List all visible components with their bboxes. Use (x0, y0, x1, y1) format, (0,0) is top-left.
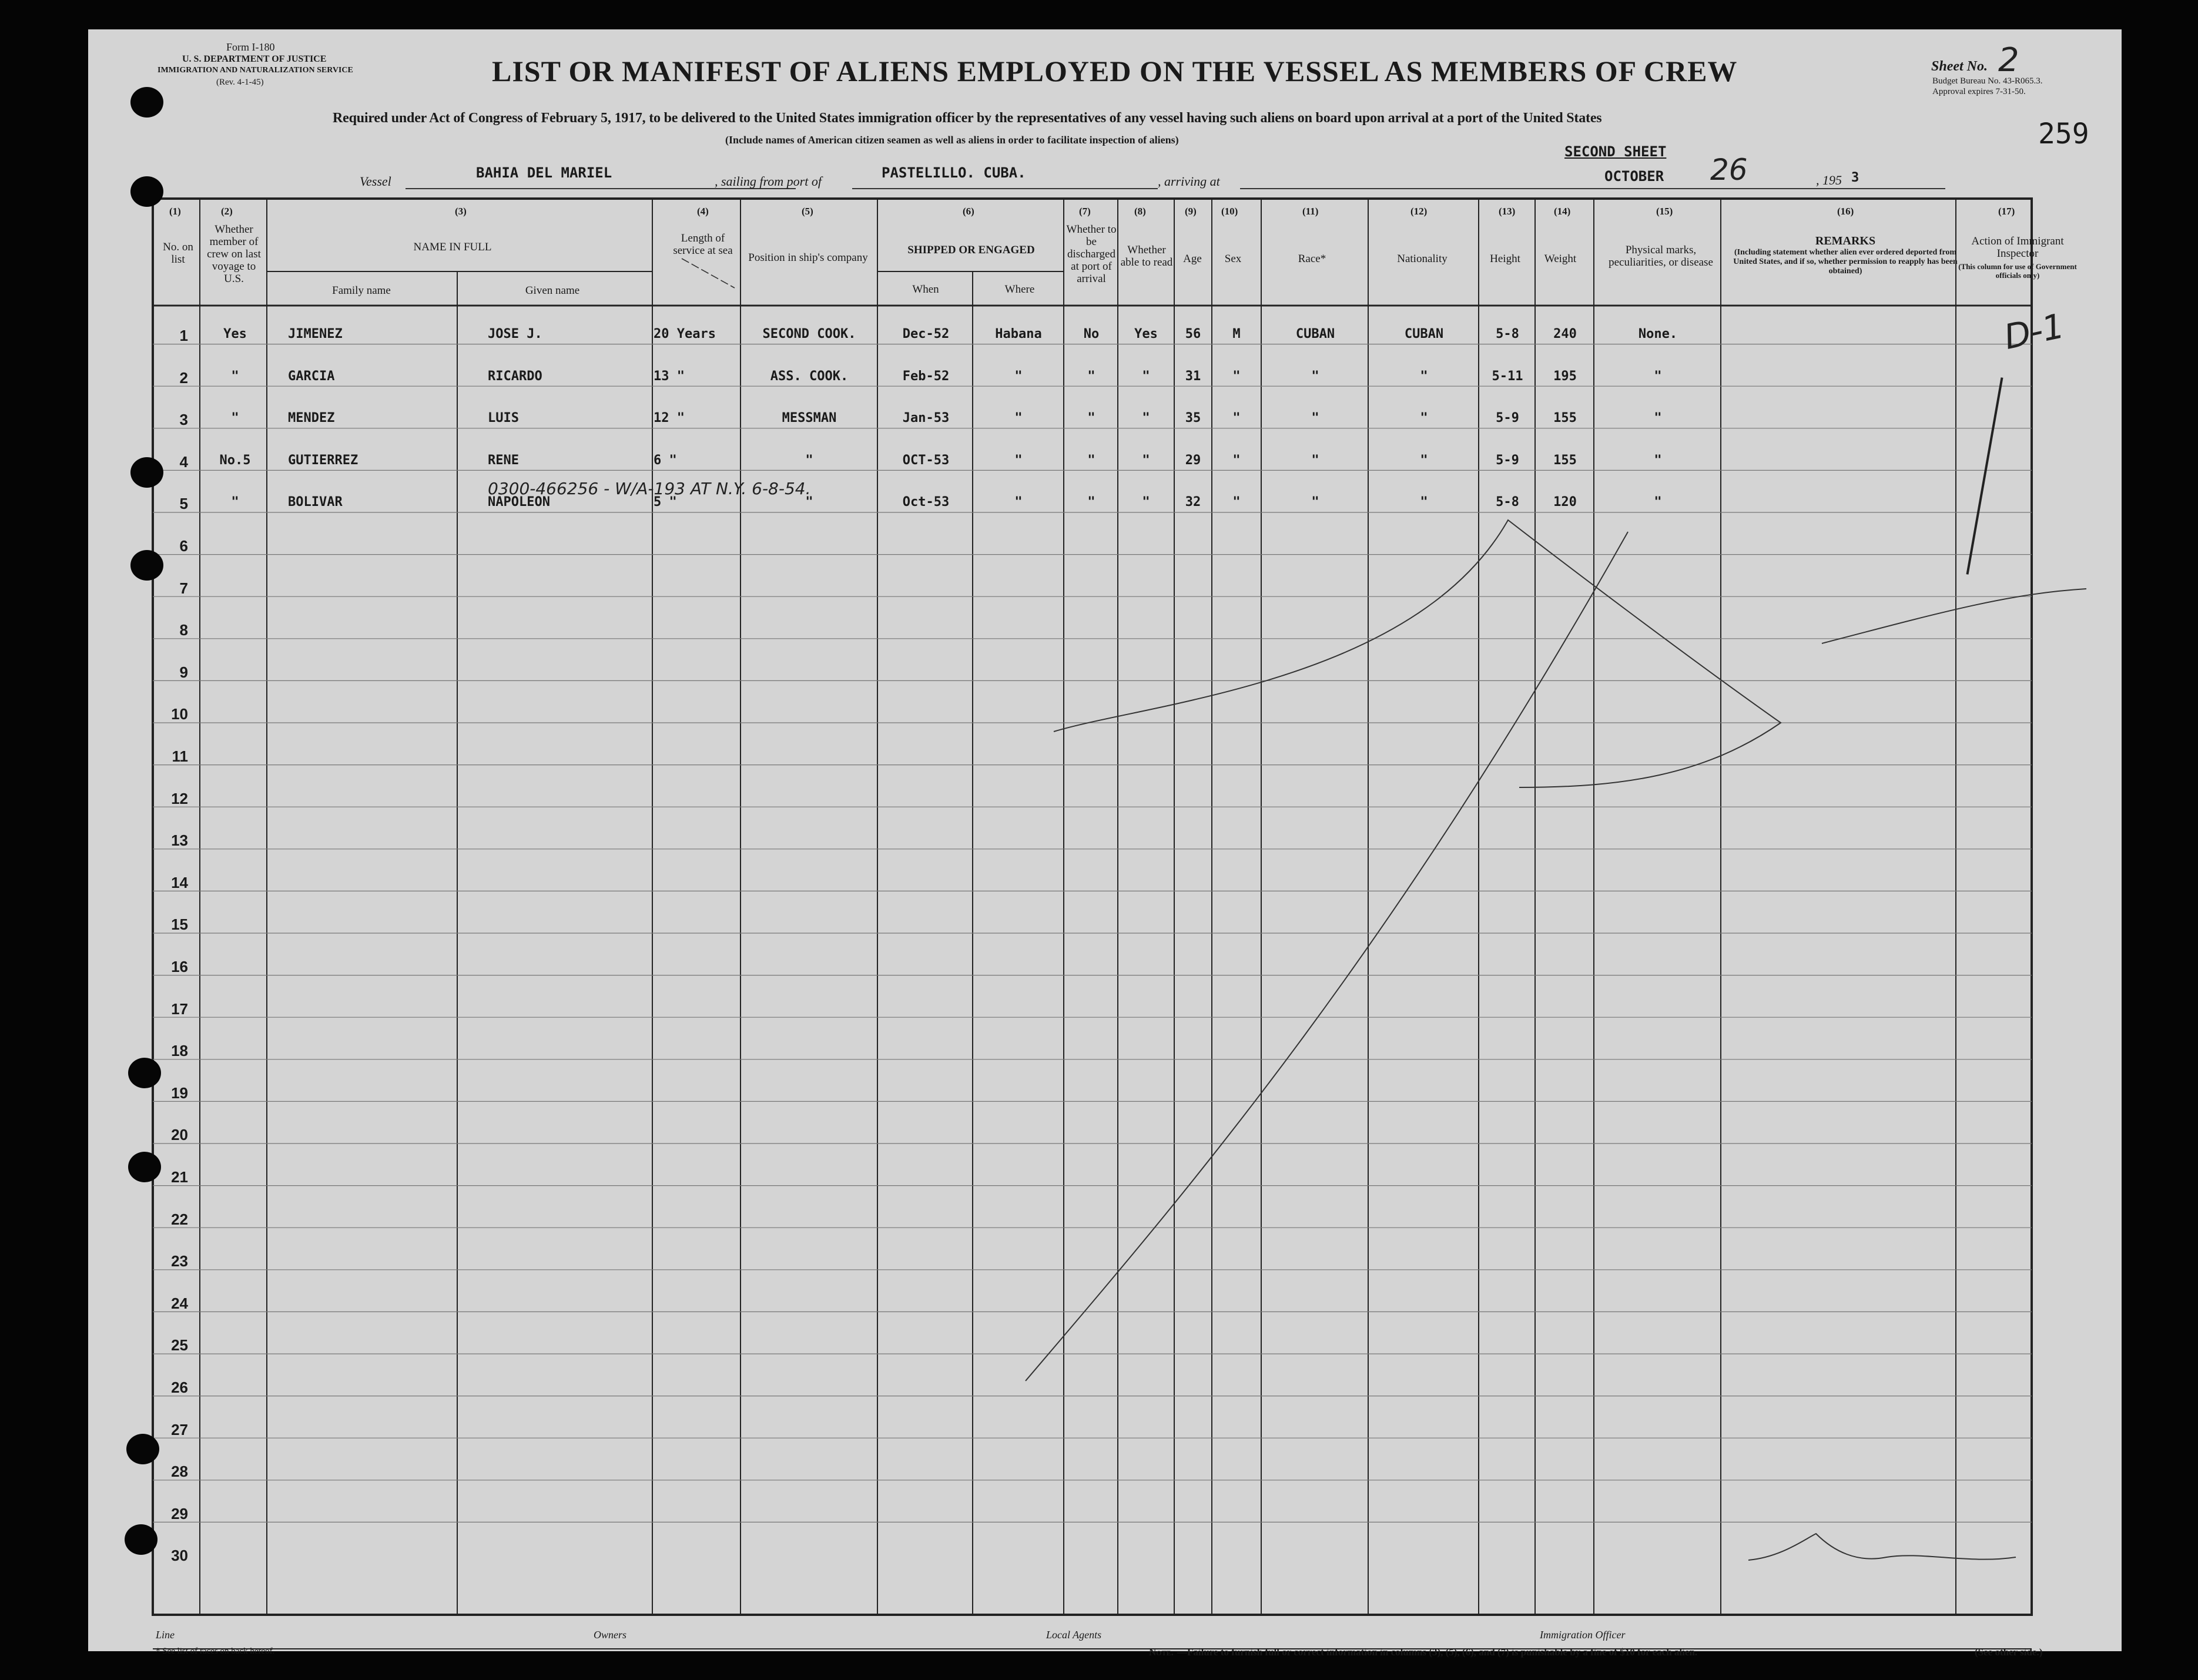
races-note: * See list of races on back hereof. (156, 1647, 275, 1656)
shipped-where: Habana (995, 327, 1042, 341)
physical-marks: " (1654, 495, 1662, 510)
col12-label: Nationality (1397, 253, 1448, 265)
height: 5-11 (1492, 368, 1523, 384)
approval-expiry: Approval expires 7-31-50. (1932, 87, 2026, 96)
row-number: 26 (171, 1379, 188, 1396)
vessel-name: BAHIA DEL MARIEL (476, 165, 612, 181)
row-number: 12 (171, 789, 188, 807)
col4-label: Length of service at sea (673, 232, 733, 257)
nationality: CUBAN (1404, 327, 1444, 341)
punch-hole (130, 457, 163, 488)
family-name: BOLIVAR (288, 495, 343, 510)
weight: 195 (1553, 368, 1577, 384)
second-sheet: SECOND SHEET (1564, 143, 1667, 160)
family-name: GUTIERREZ (288, 452, 358, 468)
col9-label: Age (1183, 253, 1202, 265)
col6-number: (6) (963, 206, 974, 217)
race: " (1311, 411, 1319, 426)
physical-marks: " (1654, 411, 1662, 426)
col10-label: Sex (1224, 253, 1242, 265)
col17-note: (This column for use of Government officials only) (1958, 262, 2077, 280)
row-number: 29 (171, 1504, 188, 1523)
length-of-service: 6 " (654, 452, 677, 468)
row-number: 4 (179, 452, 188, 471)
row-number: 7 (179, 579, 188, 597)
service-name: IMMIGRATION AND NATURALIZATION SERVICE (158, 66, 353, 75)
punch-hole (130, 87, 163, 118)
shipped-when: Jan-53 (902, 411, 950, 426)
shipped-where: " (1014, 368, 1023, 384)
race: " (1311, 495, 1319, 510)
budget-bureau: Budget Bureau No. 43-R065.3. (1932, 76, 2043, 86)
sex: M (1232, 327, 1241, 341)
sex: " (1232, 411, 1241, 426)
sailing-label: , sailing from port of (715, 174, 822, 189)
to-be-discharged: " (1087, 452, 1095, 468)
physical-marks: " (1654, 368, 1662, 384)
year-suffix: 3 (1851, 170, 1859, 185)
form-revision: (Rev. 4-1-45) (216, 78, 264, 87)
shipped-where: " (1014, 452, 1023, 468)
shipped-when: Oct-53 (902, 495, 950, 510)
member-on-last-voyage: " (231, 495, 239, 510)
age: 31 (1185, 368, 1201, 384)
note-label: Note. (1149, 1647, 1174, 1658)
member-on-last-voyage: " (231, 368, 239, 384)
weight: 155 (1553, 411, 1577, 426)
to-be-discharged: No (1083, 327, 1100, 341)
arrival-day: 26 (1710, 153, 1748, 187)
row-number: 21 (171, 1168, 188, 1186)
shipped-where: " (1014, 411, 1023, 426)
position-in-company: SECOND COOK. (762, 327, 856, 341)
col4-number: (4) (697, 206, 709, 217)
department-name: U. S. DEPARTMENT OF JUSTICE (182, 54, 327, 64)
row-number: 20 (171, 1126, 188, 1144)
family-name: JIMENEZ (288, 327, 343, 341)
age: 56 (1185, 327, 1201, 341)
member-on-last-voyage: Yes (223, 327, 247, 341)
race: " (1311, 368, 1319, 384)
gutierrez-note: 0300-466256 - W/A-193 AT N.Y. 6-8-54. (488, 479, 811, 498)
row-number: 5 (179, 495, 188, 513)
shipped-when: Dec-52 (902, 327, 950, 341)
row-number: 3 (179, 411, 188, 429)
col14-label: Weight (1544, 253, 1577, 265)
row-number: 14 (171, 873, 188, 891)
arrival-month: OCTOBER (1604, 168, 1664, 185)
given-name: LUIS (488, 411, 519, 426)
fine-note: —Failure to furnish full or correct information in columns (3), (5), (6), and (7) is punishable by a fine of $10 for each alien. (1177, 1647, 1698, 1658)
col8-label: Whether able to read (1120, 244, 1173, 269)
row-number: 24 (171, 1294, 188, 1312)
row-number: 2 (179, 368, 188, 387)
row-number: 13 (171, 831, 188, 850)
length-of-service: 5 " (654, 495, 677, 510)
col6-label: SHIPPED OR ENGAGED (907, 244, 1035, 256)
given-name: RICARDO (488, 368, 542, 384)
given-name: NAPOLEON (488, 495, 550, 510)
row-number: 23 (171, 1252, 188, 1270)
col10-number: (10) (1221, 206, 1238, 217)
to-be-discharged: " (1087, 368, 1095, 384)
row-number: 10 (171, 705, 188, 723)
weight: 155 (1553, 452, 1577, 468)
nationality: " (1420, 495, 1428, 510)
nationality: " (1420, 368, 1428, 384)
length-of-service: 12 " (654, 411, 685, 426)
col17-label: Action of Immigrant Inspector (1971, 235, 2064, 260)
col7-number: (7) (1079, 206, 1091, 217)
col3-number: (3) (455, 206, 467, 217)
col5-number: (5) (802, 206, 813, 217)
row-number: 22 (171, 1210, 188, 1228)
col15-label: Physical marks, peculiarities, or disease (1609, 244, 1713, 269)
height: 5-8 (1496, 327, 1519, 341)
given-name: JOSE J. (488, 327, 542, 341)
length-of-service: 20 Years (654, 327, 716, 341)
row-number: 11 (172, 747, 188, 765)
act-statement: Required under Act of Congress of February 5, 1917, to be delivered to the United States immigration officer by the representatives of any vessel having such aliens on board upon arrival at a port of the United States (333, 110, 1602, 126)
col14-number: (14) (1554, 206, 1571, 217)
col1-number: (1) (169, 206, 181, 217)
family-name: MENDEZ (288, 411, 335, 426)
position-in-company: ASS. COOK. (770, 368, 849, 384)
col11-label: Race* (1298, 253, 1326, 265)
physical-marks: " (1654, 452, 1662, 468)
height: 5-8 (1496, 495, 1519, 510)
col3-given: Given name (525, 284, 580, 297)
shipped-where: " (1014, 495, 1023, 510)
arriving-label: , arriving at (1158, 174, 1220, 189)
to-be-discharged: " (1087, 411, 1095, 426)
see-other-side: (See other side.) (1975, 1647, 2043, 1658)
punch-hole (130, 176, 163, 207)
row-number: 19 (171, 1084, 188, 1102)
col11-number: (11) (1302, 206, 1319, 217)
col6-when: When (912, 283, 939, 296)
length-of-service: 13 " (654, 368, 685, 384)
weight: 240 (1553, 327, 1577, 341)
sheet-label: Sheet No. (1931, 59, 1988, 74)
row-number: 18 (171, 1042, 188, 1060)
col15-number: (15) (1656, 206, 1673, 217)
page-number: 259 (2038, 118, 2089, 150)
member-on-last-voyage: No.5 (219, 452, 251, 468)
sex: " (1232, 368, 1241, 384)
include-note: (Include names of American citizen seamen as well as aliens in order to facilitate inspection of aliens) (725, 134, 1179, 146)
col1-label: No. on list (163, 241, 193, 266)
sheet-number: 2 (1998, 41, 2019, 79)
age: 32 (1185, 495, 1201, 510)
departure-port: PASTELILLO. CUBA. (882, 165, 1026, 181)
col13-number: (13) (1499, 206, 1516, 217)
age: 35 (1185, 411, 1201, 426)
race: CUBAN (1295, 327, 1335, 341)
col2-number: (2) (221, 206, 233, 217)
inspector-mark: D-1 (2001, 306, 2068, 357)
able-to-read: " (1142, 411, 1150, 426)
row-number: 16 (171, 958, 188, 975)
able-to-read: " (1142, 452, 1150, 468)
row-number: 9 (179, 663, 188, 681)
vessel-label: Vessel (360, 174, 391, 189)
position-in-company: " (805, 495, 813, 510)
row-number: 30 (171, 1547, 188, 1565)
col8-number: (8) (1134, 206, 1146, 217)
race: " (1311, 452, 1319, 468)
shipped-when: OCT-53 (902, 452, 950, 468)
given-name: RENE (488, 452, 519, 468)
nationality: " (1420, 411, 1428, 426)
col13-label: Height (1490, 253, 1520, 265)
manifest-sheet (88, 29, 2122, 1658)
punch-hole (130, 550, 163, 581)
col16-label: REMARKS (1815, 234, 1876, 247)
col9-number: (9) (1185, 206, 1197, 217)
nationality: " (1420, 452, 1428, 468)
col17-number: (17) (1998, 206, 2015, 217)
footer-line: Line (156, 1629, 175, 1641)
punch-hole (128, 1058, 161, 1088)
position-in-company: MESSMAN (782, 411, 837, 426)
able-to-read: Yes (1134, 327, 1158, 341)
shipped-when: Feb-52 (902, 368, 950, 384)
row-number: 15 (171, 916, 188, 934)
punch-hole (128, 1152, 161, 1182)
age: 29 (1185, 452, 1201, 468)
able-to-read: " (1142, 368, 1150, 384)
row-number: 25 (171, 1336, 188, 1354)
punch-hole (126, 1434, 159, 1464)
weight: 120 (1553, 495, 1577, 510)
sex: " (1232, 495, 1241, 510)
footer-agents: Local Agents (1046, 1629, 1102, 1641)
member-on-last-voyage: " (231, 411, 239, 426)
sex: " (1232, 452, 1241, 468)
footer-officer: Immigration Officer (1540, 1629, 1626, 1641)
to-be-discharged: " (1087, 495, 1095, 510)
col5-label: Position in ship's company (748, 252, 868, 264)
col16-number: (16) (1837, 206, 1854, 217)
col16-note: (Including statement whether alien ever ordered deported from United States, and if so, whether permission to reapply has been obtained) (1733, 248, 1958, 276)
row-number: 27 (171, 1420, 188, 1438)
year-prefix: , 195 (1816, 173, 1842, 187)
col6-where: Where (1004, 283, 1035, 296)
height: 5-9 (1496, 452, 1519, 468)
row-number: 1 (179, 327, 188, 344)
col12-number: (12) (1410, 206, 1428, 217)
physical-marks: None. (1638, 327, 1678, 341)
col3-label: NAME IN FULL (413, 241, 492, 253)
height: 5-9 (1496, 411, 1519, 426)
col2-label: Whether member of crew on last voyage to U.S. (207, 223, 261, 285)
form-number: Form I-180 (226, 41, 275, 53)
row-number: 28 (171, 1463, 188, 1481)
position-in-company: " (805, 452, 813, 468)
col7-label: Whether to be discharged at port of arrival (1066, 223, 1117, 285)
document-title: LIST OR MANIFEST OF ALIENS EMPLOYED ON THE VESSEL AS MEMBERS OF CREW (492, 55, 1738, 88)
row-number: 6 (179, 537, 188, 555)
row-number: 17 (171, 1000, 188, 1018)
row-number: 8 (179, 621, 188, 639)
col3-family: Family name (332, 284, 391, 297)
footer-owners: Owners (594, 1629, 627, 1641)
able-to-read: " (1142, 495, 1150, 510)
family-name: GARCIA (288, 368, 335, 384)
punch-hole (125, 1524, 158, 1555)
